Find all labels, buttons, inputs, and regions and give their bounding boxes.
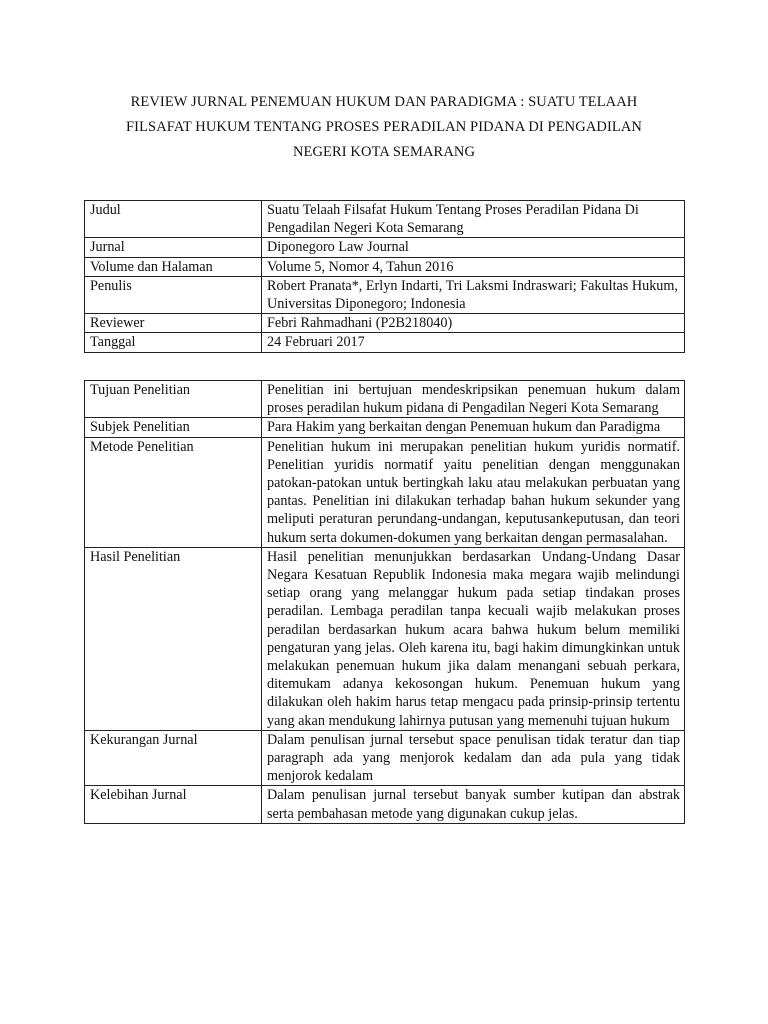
row-value: Penelitian hukum ini merupakan penelitian hukum yuridis normatif. Penelitian yuridis normatif yaitu penelitian dengan menggunakan patokan-patokan untuk bertingkah laku atau melakukan perbuatan yang pantas. Penelitian ini dilakukan terhadap bahan hukum sekunder yang meliputi peraturan perundang-undangan, keputusankeputusan, dan teori hukum serta dokumen-dokumen yang berkaitan dengan permasalahan. bbox=[262, 437, 685, 547]
title-line: REVIEW JURNAL PENEMUAN HUKUM DAN PARADIGMA : SUATU TELAAH bbox=[130, 94, 638, 110]
document-title bbox=[84, 90, 684, 165]
table-row bbox=[85, 437, 685, 547]
row-value: Suatu Telaah Filsafat Hukum Tentang Proses Peradilan Pidana Di Pengadilan Negeri Kota Semarang bbox=[262, 201, 685, 238]
row-value: Robert Pranata*, Erlyn Indarti, Tri Laksmi Indraswari; Fakultas Hukum, Universitas Diponegoro; Indonesia bbox=[262, 276, 685, 313]
row-value: Para Hakim yang berkaitan dengan Penemuan hukum dan Paradigma bbox=[262, 418, 685, 437]
row-label: Kekurangan Jurnal bbox=[85, 730, 262, 786]
table-row bbox=[85, 238, 685, 257]
table-row bbox=[85, 547, 685, 730]
row-label: Judul bbox=[85, 201, 262, 238]
table-row bbox=[85, 381, 685, 418]
journal-info-table bbox=[84, 200, 685, 353]
row-value: Dalam penulisan jurnal tersebut space penulisan tidak teratur dan tiap paragraph ada yang menjorok kedalam dan ada pula yang tidak menjorok kedalam bbox=[262, 730, 685, 786]
table-row bbox=[85, 730, 685, 786]
row-label: Volume dan Halaman bbox=[85, 257, 262, 276]
title-line: NEGERI KOTA SEMARANG bbox=[292, 144, 476, 160]
row-label: Metode Penelitian bbox=[85, 437, 262, 547]
table-row bbox=[85, 333, 685, 352]
row-label: Tujuan Penelitian bbox=[85, 381, 262, 418]
row-value: Dalam penulisan jurnal tersebut banyak sumber kutipan dan abstrak serta pembahasan metode yang digunakan cukup jelas. bbox=[262, 786, 685, 823]
row-value: Diponegoro Law Journal bbox=[262, 238, 685, 257]
row-label: Kelebihan Jurnal bbox=[85, 786, 262, 823]
review-table bbox=[84, 380, 685, 824]
row-value: Febri Rahmadhani (P2B218040) bbox=[262, 314, 685, 333]
row-label: Tanggal bbox=[85, 333, 262, 352]
table-row bbox=[85, 314, 685, 333]
table-row bbox=[85, 201, 685, 238]
row-value: Hasil penelitian menunjukkan berdasarkan Undang-Undang Dasar Negara Kesatuan Republik Indonesia maka megara wajib melindungi setiap orang yang melanggar hukum pada setiap tindakan proses peradilan. Lembaga peradilan tanpa kecuali wajib melakukan proses peradilan berdasarkan hukum acara bahwa hukum belum memiliki pengaturan yang jelas. Oleh karena itu, bagi hakim dimungkinkan untuk melakukan penemuan hukum jika dalam menangani sebuah perkara, ditemukam adanya kekosongan hukum. Penemuan hukum yang dilakukan oleh hakim harus tetap mengacu pada prinsip-prinsip tertentu yang akan mendukung lahirnya putusan yang memenuhi tujuan hukum bbox=[262, 547, 685, 730]
row-label: Jurnal bbox=[85, 238, 262, 257]
row-value: 24 Februari 2017 bbox=[262, 333, 685, 352]
row-label: Subjek Penelitian bbox=[85, 418, 262, 437]
row-label: Hasil Penelitian bbox=[85, 547, 262, 730]
row-value: Volume 5, Nomor 4, Tahun 2016 bbox=[262, 257, 685, 276]
table-row bbox=[85, 276, 685, 313]
table-row bbox=[85, 257, 685, 276]
table-row bbox=[85, 418, 685, 437]
title-line: FILSAFAT HUKUM TENTANG PROSES PERADILAN PIDANA DI PENGADILAN bbox=[126, 119, 642, 135]
row-value: Penelitian ini bertujuan mendeskripsikan penemuan hukum dalam proses peradilan hukum pidana di Pengadilan Negeri Kota Semarang bbox=[262, 381, 685, 418]
row-label: Penulis bbox=[85, 276, 262, 313]
table-row bbox=[85, 786, 685, 823]
row-label: Reviewer bbox=[85, 314, 262, 333]
